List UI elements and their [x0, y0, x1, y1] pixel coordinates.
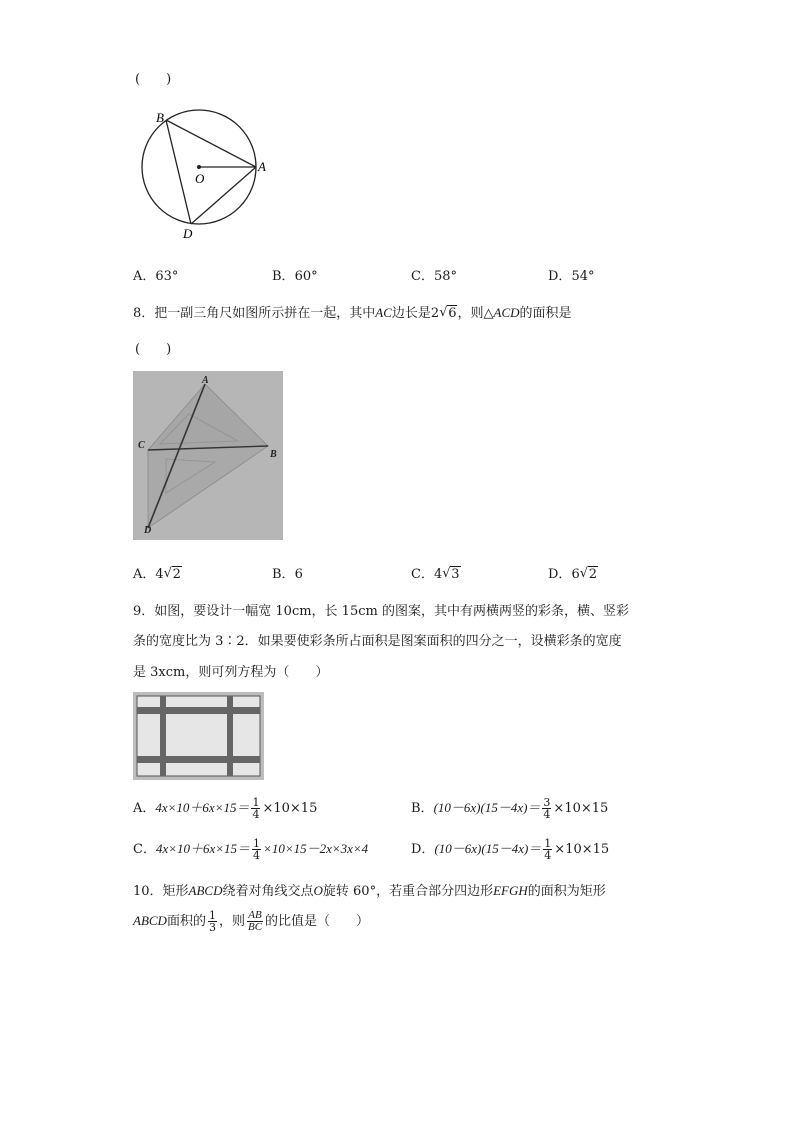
fraction: $\frac{AB}{BC}$ — [247, 909, 263, 933]
q9-option-d[interactable]: D．(10－6x)(15－4x)＝ $\frac{1}{4}$ ×10×15 — [411, 837, 610, 862]
fraction: $\frac{1}{4}$ — [253, 837, 261, 862]
fraction: $\frac{3}{4}$ — [543, 796, 551, 821]
q9-option-c[interactable]: C．4x×10＋6x×15＝ $\frac{1}{4}$ ×10×15－2x×3x×4 — [133, 837, 369, 862]
horizontal-stripe-top — [137, 707, 260, 714]
q7-circle-figure — [135, 100, 275, 245]
q8-option-d[interactable]: D．6√ 2 — [548, 563, 598, 582]
sqrt-symbol: √ 2 — [580, 567, 598, 582]
chord-bd — [166, 120, 191, 224]
q9-option-b[interactable]: B．(10－6x)(15－4x)＝ $\frac{3}{4}$ ×10×15 — [411, 796, 609, 821]
fraction: $\frac{1}{4}$ — [252, 796, 260, 821]
q8-stem: 8．把一副三角尺如图所示拼在一起，其中AC边长是2√ 6，则△ACD的面积是 — [133, 302, 572, 321]
q7-option-c[interactable]: C．58° — [411, 269, 457, 284]
center-point — [197, 165, 201, 169]
q7-option-d[interactable]: D．54° — [548, 269, 595, 284]
q7-option-b[interactable]: B．60° — [272, 269, 318, 284]
vertical-stripe-left — [160, 696, 166, 776]
q8-option-b[interactable]: B．6 — [272, 567, 303, 582]
chord-ba — [166, 120, 256, 167]
q9-stripe-pattern-figure — [133, 692, 264, 780]
q8-set-squares-photo — [133, 371, 283, 540]
q8-option-a[interactable]: A．4√ 2 — [133, 563, 182, 582]
sqrt-symbol: √ 2 — [164, 567, 182, 582]
fraction: $\frac{1}{4}$ — [544, 837, 552, 862]
label-c: C — [138, 440, 145, 451]
label-a: A — [202, 375, 209, 386]
label-b: B — [156, 110, 164, 125]
horizontal-stripe-bottom — [137, 756, 260, 763]
fraction: $\frac{1}{3}$ — [208, 909, 216, 934]
vertical-stripe-right — [227, 696, 233, 776]
q10-stem-line-2: ABCD面积的 $\frac{1}{3}$ ，则 $\frac{AB}{BC}$ 的比值是（ ） — [133, 909, 370, 934]
label-d: D — [183, 226, 193, 241]
label-b: B — [270, 449, 277, 460]
q7-option-a[interactable]: A．63° — [133, 269, 179, 284]
q8-option-c[interactable]: C．4√ 3 — [411, 563, 461, 582]
q9-stem-line-1: 9．如图，要设计一幅宽 10cm，长 15cm 的图案，其中有两横两竖的彩条，横、竖彩 — [133, 604, 629, 619]
q7-answer-bracket: ( ) — [135, 72, 172, 87]
sqrt-symbol: √ 3 — [442, 567, 460, 582]
label-a: A — [258, 159, 266, 174]
label-d: D — [144, 525, 152, 536]
q8-answer-bracket: ( ) — [135, 342, 172, 357]
q9-stem-line-2: 条的宽度比为 3∶2．如果要使彩条所占面积是图案面积的四分之一，设横彩条的宽度 — [133, 634, 622, 649]
label-o: O — [195, 171, 205, 186]
q9-option-a[interactable]: A．4x×10＋6x×15＝ $\frac{1}{4}$ ×10×15 — [133, 796, 318, 821]
q9-stem-line-3: 是 3xcm，则可列方程为（ ） — [133, 665, 329, 680]
sqrt-symbol: √ 6 — [439, 306, 457, 321]
q10-stem-line-1: 10．矩形ABCD绕着对角线交点O旋转 60°，若重合部分四边形EFGH的面积为矩形 — [133, 883, 606, 899]
